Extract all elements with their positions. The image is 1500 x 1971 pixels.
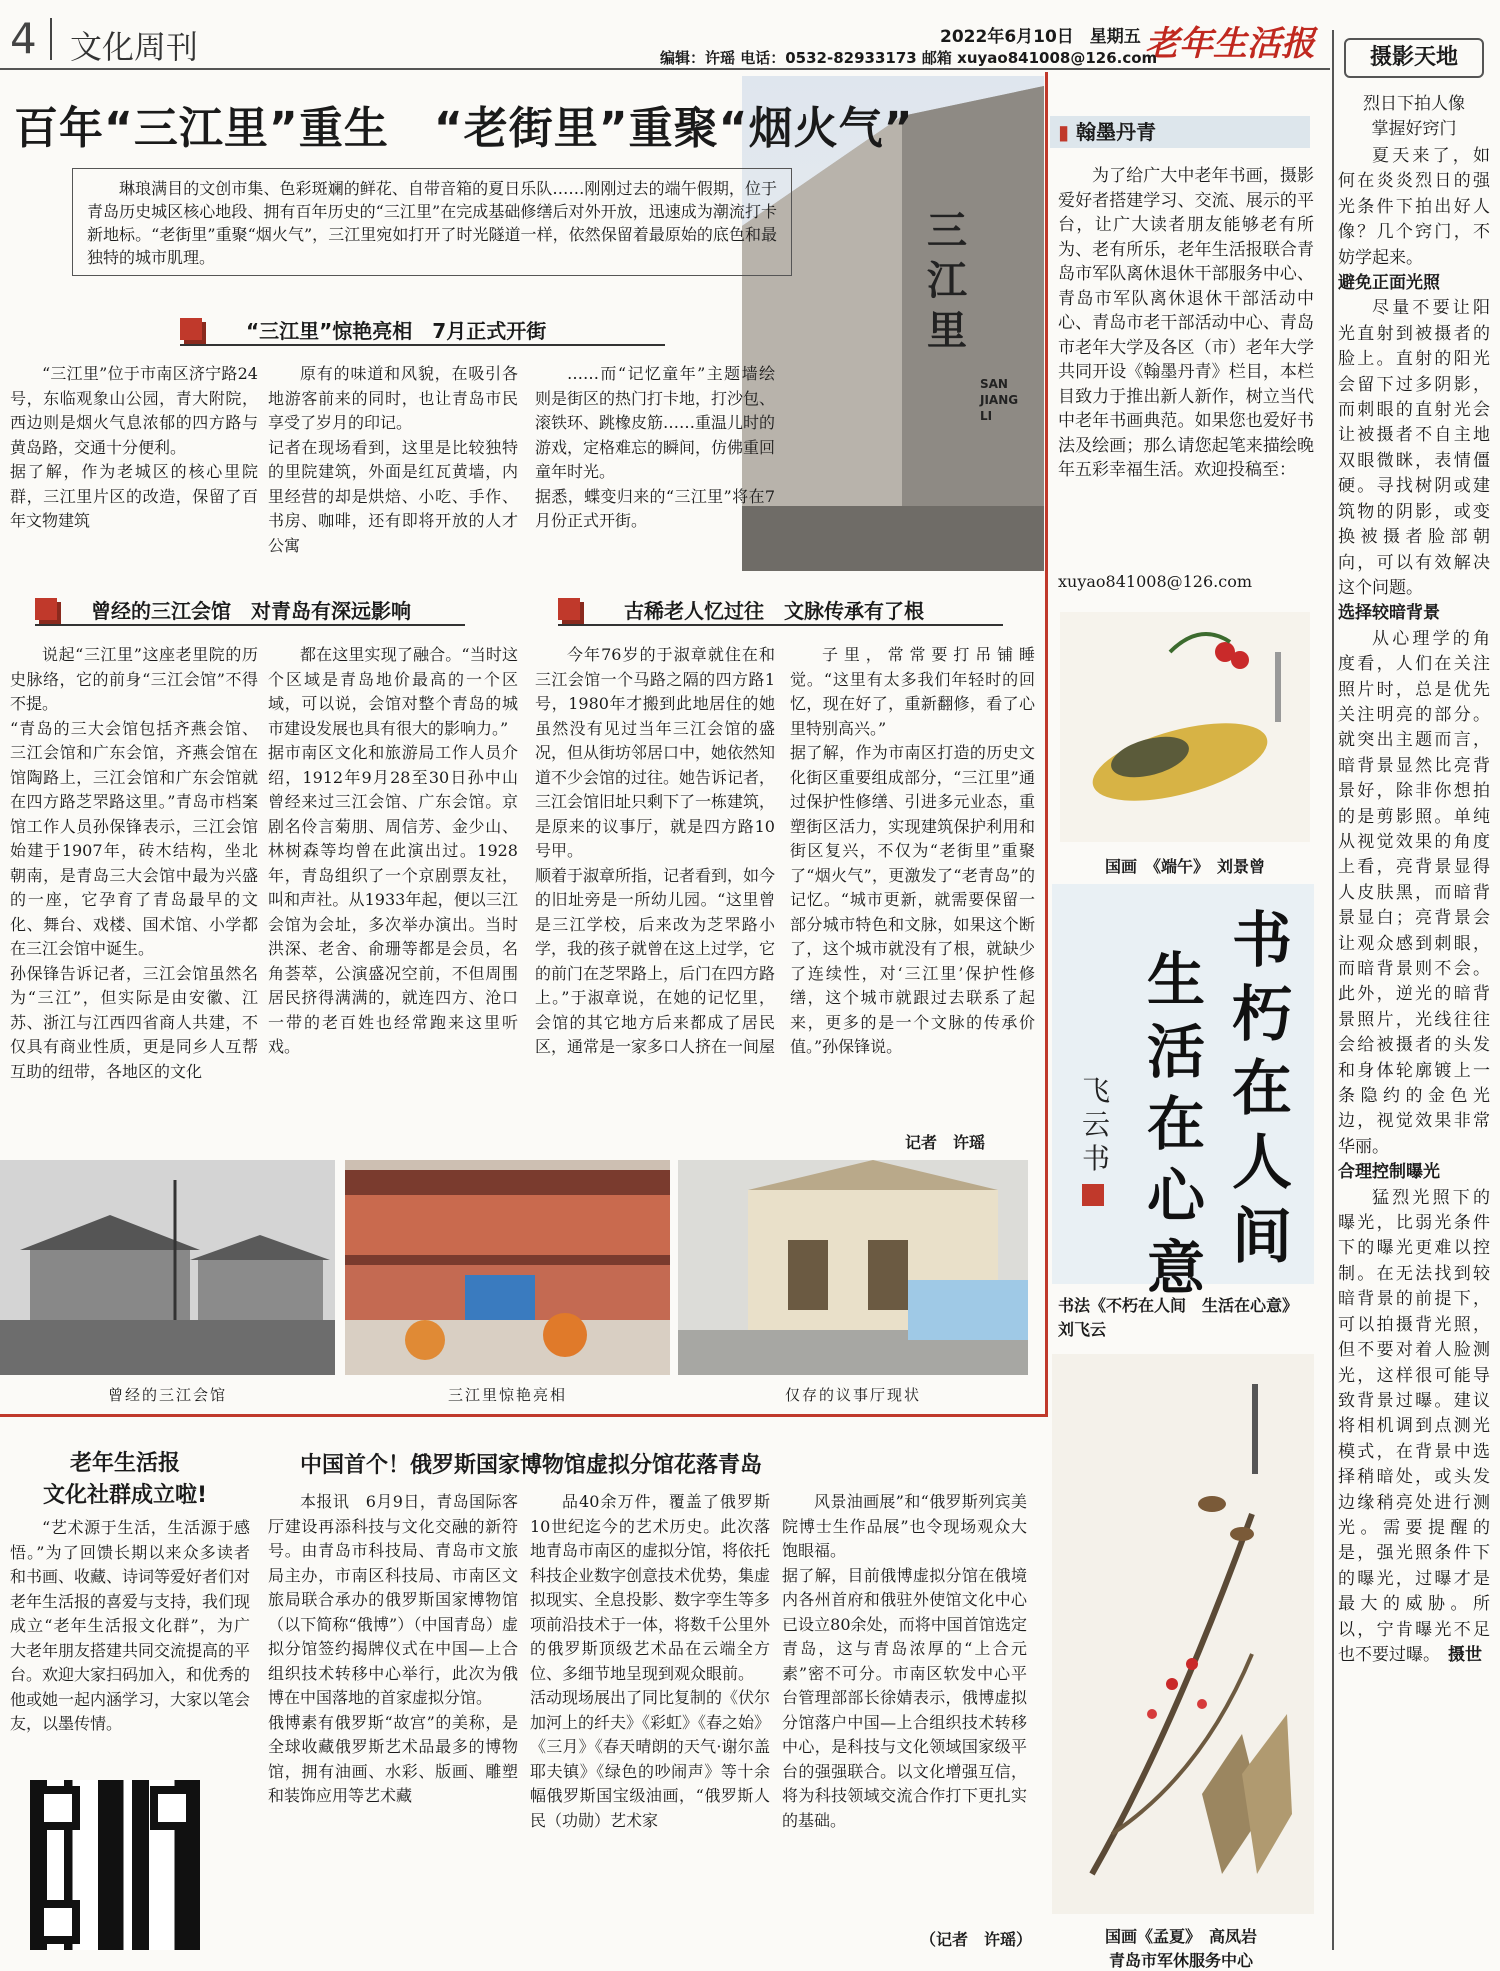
hanmo-title <box>1050 116 1310 148</box>
sec3-col2: 子里，常常要打吊铺睡觉。“这里有太多我们年轻时的回忆，现在好了，重新翻修，看了心里特别高兴。” 据了解，作为市南区打造的历史文化街区重要组成部分，“三江里”通过保护性修缮、引进多元业态，重塑街区活力，实现建筑保护利用和街区复兴，不仅为“老街里”重聚了“烟火气”，更激发了“老青岛”的记忆。“城市更新，就需要保留一部分城市特色和文脉，如果这个断了，这个城市就没有了根，就缺少了连续性，对‘三江里’保护性修缮，这个城市就跟过去联系了起来，更多的是一个文脉的传承价值。”孙保锋说。 <box>790 645 1035 1056</box>
hanmo-body: 为了给广大中老年书画，摄影爱好者搭建学习、交流、展示的平台，让广大读者朋友能够老有所为、老有所乐，老年生活报联合青岛市军队离休退休干部服务中心、青岛市军队离休退休干部活动中心、青岛市老干部活动中心、青岛市老年大学及各区（市）老年大学共同开设《翰墨丹青》栏目，本栏目致力于推出新人新作，树立当代中老年书画典范。如果您也爱好书法及绘画；那么请您起笔来描绘晚年五彩幸福生活。欢迎投稿至： <box>1058 166 1314 480</box>
art-mengxia <box>1052 1354 1314 1914</box>
hanmo-title-text: 翰墨丹青 <box>1075 120 1156 144</box>
sec1-col2: 原有的味道和风貌，在吸引各地游客前来的同时，也让青岛市民享受了岁月的印记。 记者在现场看到，这里是比较独特的里院建筑，外面是红瓦黄墙，内里经营的却是烘焙、小吃、手作、书房、咖啡，还有即将开放的人才公寓 <box>268 364 518 555</box>
sub-heading-1 <box>180 312 665 346</box>
art-calligraphy-caption: 书法《不朽在人间 生活在心意》 刘飞云 <box>1058 1296 1307 1339</box>
sec3-col1: 今年76岁的于淑章就住在和三江会馆一个马路之隔的四方路1号，1980年才搬到此地居住的她虽然没有见过当年三江会馆的盛况，但从街坊邻居口中，她依然知道不少会馆的过往。她告诉记者，三江会馆旧址只剩下了一栋建筑，是原来的议事厅，就是四方路10号甲。 顺着于淑章所指，记者看到，如今的旧址旁是一所幼儿园。“这里曾是三江学校，后来改为芝罘路小学，我的孩子就曾在这上过学，它的前门在芝罘路上，后门在四方路上。”于淑章说，在她的记忆里，会馆的其它地方后来都成了居民区，通常是一家多口人挤在一间屋 <box>535 645 776 1056</box>
section-title: 文化周刊 <box>70 28 199 66</box>
hanmo-email: xuyao841008@126.com <box>1058 572 1253 591</box>
issue-date <box>940 22 1141 47</box>
photo-meeting-hall <box>678 1160 1028 1375</box>
photo-heading-1: 避免正面光照 <box>1338 273 1440 294</box>
photo-column-tag: 摄影天地 <box>1344 38 1484 78</box>
art-duanwu <box>1060 612 1310 842</box>
sub-heading-2-text: 曾经的三江会馆 对青岛有深远影响 <box>91 598 411 623</box>
photo-para-3 <box>1338 1186 1490 1669</box>
sub-heading-marker <box>558 598 580 620</box>
lead-byline: 记者 许瑶 <box>905 1133 986 1152</box>
art-duanwu-caption: 国画 《端午》 刘景曾 <box>1104 857 1265 876</box>
sec1-col1: “三江里”位于市南区济宁路24号，东临观象山公园，青大附院，西边则是烟火气息浓郁的四方路与黄岛路，交通十分便利。 据了解，作为老城区的核心里院群，三江里片区的改造，保留了百年文物建筑 <box>10 364 258 530</box>
lead-intro-box <box>72 168 792 276</box>
photo-column-body <box>1338 144 1490 1668</box>
museum-col1: 本报讯 6月9日，青岛国际客厅建设再添科技与文化交融的新符号。由青岛市科技局、青岛市文旅局主办，市南区科技局、市南区文旅局联合承办的俄罗斯国家博物馆（以下简称“俄博”）（中国青岛）虚拟分馆签约揭牌仪式在中国—上合组织技术转移中心举行，此次为俄博在中国落地的首家虚拟分馆。 俄博素有俄罗斯“故宫”的美称，是全球收藏俄罗斯艺术品最多的博物馆，拥有油画、水彩、版画、雕塑和装饰应用等艺术藏 <box>268 1492 518 1805</box>
photo-heading-2: 选择较暗背景 <box>1338 603 1440 624</box>
calligraphy-right: 书朽在人间 <box>1232 906 1292 1272</box>
sec1-col3: ……而“记忆童年”主题墙绘则是街区的热门打卡地，打沙包、滚铁环、跳橡皮筋……重温儿时的游戏，定格难忘的瞬间，仿佛重回童年时光。 据悉，蝶变归来的“三江里”将在7月份正式开街。 <box>535 364 776 530</box>
museum-col2: 品40余万件，覆盖了俄罗斯10世纪迄今的艺术历史。此次落地青岛市南区的虚拟分馆，将依托科技企业数字创意技术优势，集虚拟现实、全息投影、数字孪生等多项前沿技术于一体，将数千公里外的俄罗斯顶级艺术品在云端全方位、多细节地呈现到观众眼前。 活动现场展出了同比复制的《伏尔加河上的纤夫》《彩虹》《春之始》《三月》《春天晴朗的天气·谢尔盖耶夫镇》《绿色的吵闹声》等十余幅俄罗斯国宝级油画，“俄罗斯人民（功勋）艺术家 <box>530 1492 771 1830</box>
meeting-hall-drawing <box>678 1160 1028 1375</box>
masthead-divider <box>50 18 52 60</box>
photo-para-3-text: 猛烈光照下的曝光，比弱光条件下的曝光更难以控制。在无法找到较暗背景的前提下，可以拍摄背光照，但不要对着人脸测光，这样很可能导致背景过曝。建议将相机调到点测光模式，在背景中选择稍暗处，或头发边缘稍亮处进行测光。需要提醒的是，强光照条件下的曝光，过曝才是最大的威胁。所以，宁肯曝光不足也不要过曝。 <box>1338 1187 1490 1665</box>
sub-heading-1-text: “三江里”惊艳亮相 7月正式开街 <box>246 318 547 343</box>
photo-old-guildhall <box>0 1160 335 1375</box>
photo-caption-2: 三江里惊艳亮相 <box>447 1386 567 1404</box>
photo-heading-3: 合理控制曝光 <box>1338 1162 1440 1183</box>
building-sign: 三江里 <box>927 207 967 354</box>
club-body: “艺术源于生活，生活源于感悟。”为了回馈长期以来众多读者和书画、收藏、诗词等爱好者们对老年生活报的喜爱与支持，我们现成立“老年生活报文化群”，为广大老年朋友搭建共同交流提高的平台。欢迎大家扫码加入，和优秀的他或她一起内涵学习，大家以笔会友，以墨传情。 <box>10 1518 251 1733</box>
art-calligraphy <box>1052 884 1314 1302</box>
museum-col3: 风景油画展”和“俄罗斯列宾美院博士生作品展”也令现场观众大饱眼福。 据了解，目前俄博虚拟分馆在俄境内各州首府和俄驻外使馆文化中心已设立80余处，而将中国首馆选定青岛，这与青岛浓厚的“上合元素”密不可分。市南区软发中心平台管理部部长徐婧表示，俄博虚拟分馆落户中国—上合组织技术转移中心，是科技与文化领域国家级平台的强强联合。以文化增强互信，将为科技领域交流合作打下更扎实的基础。 <box>782 1492 1027 1830</box>
sub-heading-3 <box>558 592 1003 626</box>
sub-heading-2 <box>35 592 465 626</box>
photo-caption-1: 曾经的三江会馆 <box>107 1386 227 1404</box>
building-sign-en: SAN JIANG LI <box>980 377 1019 423</box>
weekday: 星期五 <box>1089 27 1141 47</box>
lead-headline: 百年“三江里”重生 “老街里”重聚“烟火气” <box>14 103 914 154</box>
sanjiangli-drawing <box>345 1160 670 1375</box>
photo-column <box>1332 30 1492 1950</box>
paper-name: 老年生活报 <box>1145 24 1315 64</box>
duanwu-drawing <box>1060 612 1310 842</box>
lead-intro: 琳琅满目的文创市集、色彩斑斓的鲜花、自带音箱的夏日乐队……刚刚过去的端午假期，位于青岛历史城区核心地段、拥有百年历史的“三江里”在完成基础修缮后对外开放，迅速成为潮流打卡新地标。“老街里”重聚“烟火气”，三江里宛如打开了时光隧道一样，依然保留着最原始的底色和最独特的城市肌理。 <box>87 179 777 267</box>
sec2-col2: 都在这里实现了融合。“当时这个区域是青岛地价最高的一个区域，可以说，会馆对整个青岛的城市建设发展也具有很大的影响力。” 据市南区文化和旅游局工作人员介绍，1912年9月28至30日孙中山曾经来过三江会馆、广东会馆。京剧名伶言菊朋、周信芳、金少山、林树森等均曾在此演出过。1928年，青岛组织了一个京剧票友社，叫和声社。从1933年起，便以三江会馆为会址，多次举办演出。当时洪深、老舍、俞珊等都是会员，名角荟萃，公演盛况空前，不但周围居民挤得满满的，就连四方、沧口一带的老百姓也经常跑来这里听戏。 <box>268 645 518 1056</box>
date: 2022年6月10日 <box>940 27 1074 47</box>
photo-sanjiangli <box>345 1160 670 1375</box>
sub-heading-marker <box>180 318 202 340</box>
calligraphy-seal <box>1082 1184 1104 1206</box>
museum-headline: 中国首个！俄罗斯国家博物馆虚拟分馆花落青岛 <box>300 1453 763 1478</box>
masthead <box>0 0 1330 70</box>
hanmo-marker: ▮ <box>1058 120 1070 144</box>
calligraphy-signature: 飞云书 <box>1082 1074 1111 1175</box>
qr-finder-bl <box>36 1900 80 1944</box>
art-mengxia-org: 青岛市军休服务中心 <box>1108 1951 1253 1970</box>
photo-intro: 夏天来了，如何在炎炎烈日的强光条件下拍出好人像？几个窍门，不妨学起来。 <box>1338 146 1490 268</box>
art-mengxia-caption: 国画《孟夏》 高凤岩 <box>1104 1927 1257 1946</box>
contact-line: 编辑：许瑶 电话：0532-82933173 邮箱 xuyao841008@126.com <box>660 49 1158 67</box>
club-box <box>0 1430 250 1950</box>
club-title-2: 文化社群成立啦! <box>42 1483 208 1508</box>
page-number: 4 <box>10 14 37 63</box>
sub-heading-3-text: 古稀老人忆过往 文脉传承有了根 <box>624 598 924 623</box>
club-title-1: 老年生活报 <box>69 1451 180 1476</box>
calligraphy-left: 生活在心意 <box>1147 946 1206 1302</box>
photo-para-1: 尽量不要让阳光直射到被摄者的脸上。直射的阳光会留下过多阴影，而刺眼的直射光会让被摄者不自主地双眼微眯，表情僵硬。寻找树阴或建筑物的阴影，或变换被摄者脸部朝向，可以有效解决这个问题。 <box>1338 298 1490 598</box>
photo-column-title: 烈日下拍人像 掌握好窍门 <box>1363 94 1465 139</box>
hanmo-column <box>1050 72 1320 1970</box>
museum-byline: （记者 许瑶） <box>920 1930 1033 1949</box>
mengxia-drawing <box>1052 1354 1314 1914</box>
masthead-rule <box>0 68 1330 70</box>
photo-para-2: 从心理学的角度看，人们在关注照片时，总是优先关注明亮的部分。就突出主题而言，暗背景显然比亮背景好，除非你想拍的是剪影照。单纯从视觉效果的角度上看，亮背景显得人皮肤黑，而暗背景显白；亮背景会让观众感到刺眼，而暗背景则不会。此外，逆光的暗背景照片，光线往往会给被摄者的头发和身体轮廓镀上一条隐约的金色光边，视觉效果非常华丽。 <box>1338 628 1490 1157</box>
qr-code[interactable] <box>30 1780 200 1950</box>
photo-caption-3: 仅存的议事厅现状 <box>784 1386 921 1404</box>
sub-heading-marker <box>35 598 57 620</box>
qr-finder-tl <box>36 1786 80 1830</box>
qr-finder-tr <box>150 1786 194 1830</box>
sec2-col1: 说起“三江里”这座老里院的历史脉络，它的前身“三江会馆”不得不提。 “青岛的三大会馆包括齐燕会馆、三江会馆和广东会馆，齐燕会馆在馆陶路上，三江会馆和广东会馆就在四方路芝罘路这里。”青岛市档案馆工作人员孙保锋表示，三江会馆始建于1907年，砖木结构，坐北朝南，是青岛三大会馆中最为兴盛的一座，它孕育了青岛最早的文化、舞台、戏楼、国术馆、小学都在三江会馆中诞生。 孙保锋告诉记者，三江会馆虽然名为“三江”，但实际是由安徽、江苏、浙江与江西四省商人共建，不仅具有商业性质，更是同乡人互帮互助的纽带，各地区的文化 <box>10 645 258 1081</box>
guildhall-drawing <box>0 1160 335 1375</box>
photo-column-byline: 摄世 <box>1448 1644 1482 1665</box>
